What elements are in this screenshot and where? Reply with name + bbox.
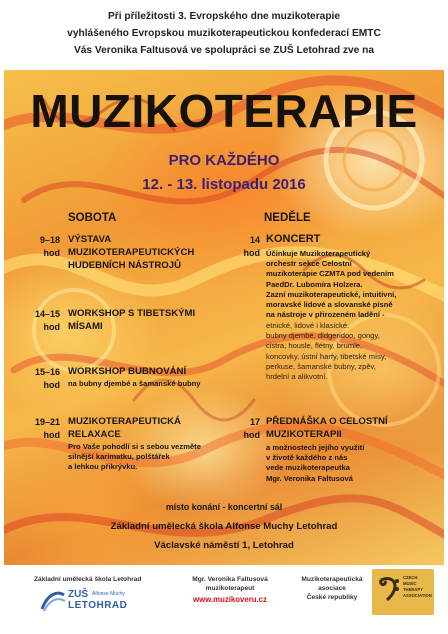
event-time: 15–16 hod xyxy=(34,367,60,390)
website-link[interactable]: www.muzikoveru.cz xyxy=(193,595,267,604)
saturday-heading: SOBOTA xyxy=(68,212,117,224)
bass-clef-icon xyxy=(375,572,403,612)
footer xyxy=(0,565,448,634)
page-title: MUZIKOTERAPIE xyxy=(30,85,418,137)
event-title-drumming: WORKSHOP BUBNOVÁNÍ xyxy=(68,366,187,377)
event-time: 19–21 hod xyxy=(34,417,60,440)
zus-swoosh-icon xyxy=(40,589,66,613)
association-logo-text: CZECH MUSIC THERAPY ASSOCIATION xyxy=(403,575,432,598)
event-time: 17 hod xyxy=(243,417,260,440)
event-desc-lecture: a možnostech jejího využití v životě každého z nás vede muzikoterapeutka Mgr. Veronika Faltusová xyxy=(266,443,365,483)
association-logo xyxy=(372,569,434,615)
intro-line-3: Vás Veronika Faltusová ve spolupráci se ZUŠ Letohrad zve na xyxy=(73,45,375,56)
poster-artwork xyxy=(4,70,444,565)
venue-label: místo konání - koncertní sál xyxy=(165,502,283,512)
footer-person: Mgr. Veronika Faltusová muzikoterapeut www.muzikoveru.cz xyxy=(182,575,278,604)
event-desc-drumming: na bubny djembé a šamanské bubny xyxy=(68,379,201,388)
event-title-tibetan-workshop: WORKSHOP S TIBETSKÝMI MÍSAMI xyxy=(68,308,196,333)
zus-logo-text: ZUŠ xyxy=(68,589,88,600)
intro-line-2: vyhlášeného Evropskou muzikoterapeutickou konfederací EMTC xyxy=(67,28,381,39)
zus-logo-small: Alfonse Muchy xyxy=(92,591,125,597)
event-time: 14–15 hod xyxy=(34,309,60,332)
event-dates: 12. - 13. listopadu 2016 xyxy=(142,176,306,193)
event-title-concert: KONCERT xyxy=(266,233,321,245)
sunday-heading: NEDĚLE xyxy=(264,212,311,224)
event-desc-relaxation: Pro Vaše pohodlí si s sebou vezměte silnější karimatku, polštářek a lehkou přikrývku. xyxy=(68,442,201,472)
footer-association: Muzikoterapeutická asociace České republiky xyxy=(301,576,363,601)
venue-address: Václavské náměstí 1, Letohrad xyxy=(154,540,294,551)
intro-text xyxy=(0,0,448,70)
event-title-lecture: PŘEDNÁŠKA O CELOSTNÍ MUZIKOTERAPII xyxy=(266,416,388,441)
letohrad-logo-text: LETOHRAD xyxy=(68,600,128,611)
event-time: 9–18 hod xyxy=(39,235,60,258)
zus-logo xyxy=(40,587,150,615)
event-time: 14 hod xyxy=(243,235,260,258)
intro-line-1: Při příležitosti 3. Evropského dne muzikoterapie xyxy=(107,11,341,22)
event-title-relaxation: MUZIKOTERAPEUTICKÁ RELAXACE xyxy=(68,416,181,441)
event-title-exhibition: VÝSTAVA MUZIKOTERAPEUTICKÝCH HUDEBNÍCH NÁSTROJŮ xyxy=(68,234,195,272)
instrument-list: etnické, lidové i klasické: bubny djembé, didgeridoo, gongy, cistra, housle, flétny, brumle, koncovky, ústní harfy, tibetské mísy, perkuse, šamanské bubny, zpěv, hrdelní a alikvotní. xyxy=(266,321,387,382)
subtitle: PRO KAŽDÉHO xyxy=(168,152,280,169)
venue-school: Základní umělecká škola Alfonse Muchy Letohrad xyxy=(110,521,338,532)
event-desc-concert: Účinkuje Muzikoterapeutický orchestr sekce Celostní muzikoterapie CZMTA pod vedením PaedDr. Lubomíra Holzera. Zazní muzikoterapeutické, intuitivní, moravské lidové a slovanské písně na nástroje v přirozeném ladění - xyxy=(266,249,397,320)
footer-school-name: Základní umělecká škola Letohrad xyxy=(34,576,142,583)
